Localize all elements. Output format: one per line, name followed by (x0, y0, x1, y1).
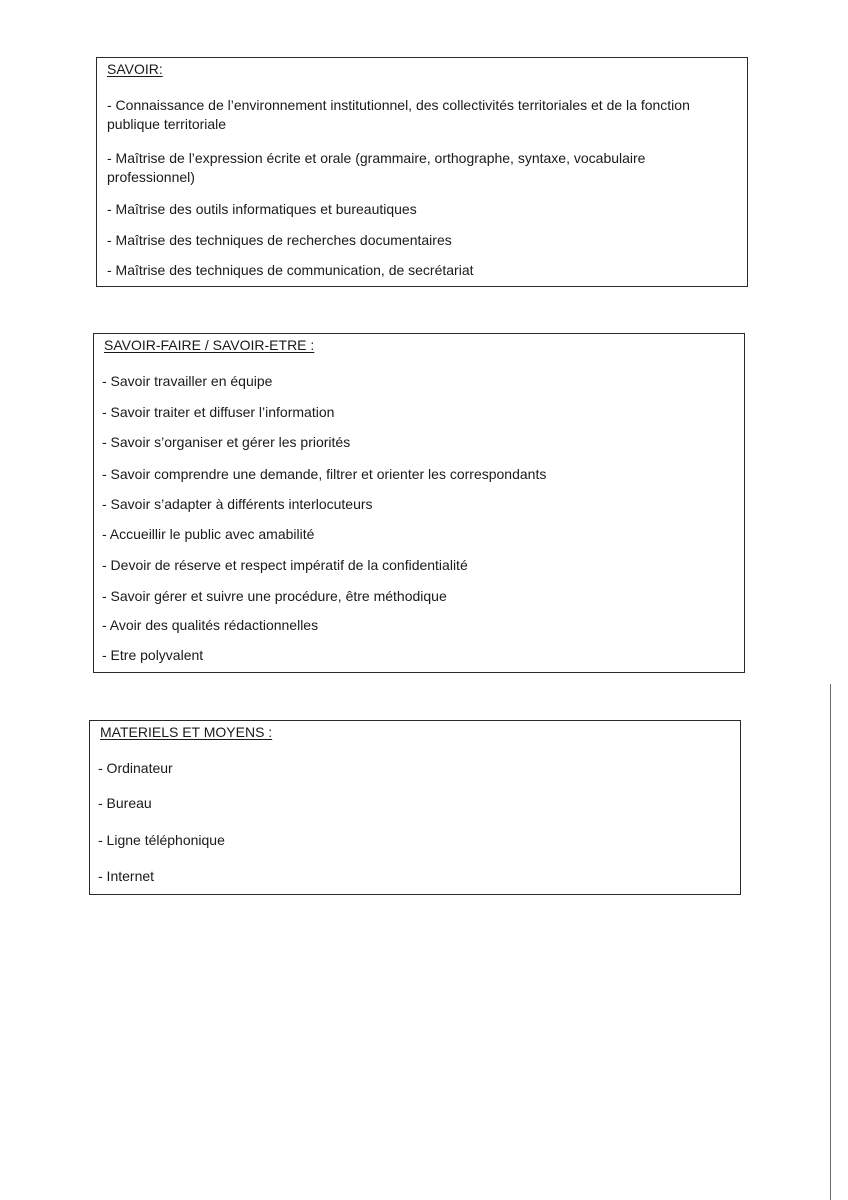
materiels-item: - Ordinateur (98, 760, 173, 776)
savoir-faire-item: - Etre polyvalent (102, 647, 204, 663)
materiels-title: MATERIELS ET MOYENS : (100, 724, 273, 740)
savoir-faire-item: - Accueillir le public avec amabilité (102, 526, 315, 542)
savoir-faire-section (93, 333, 745, 673)
savoir-item: - Maîtrise de l’expression écrite et orale (grammaire, orthographe, syntaxe, vocabulaire professionnel) (107, 150, 646, 185)
savoir-item: - Maîtrise des techniques de recherches documentaires (107, 232, 452, 248)
materiels-item: - Ligne téléphonique (98, 832, 225, 848)
scan-edge-line (830, 684, 831, 1200)
savoir-item: - Maîtrise des outils informatiques et bureautiques (107, 201, 417, 217)
savoir-section (96, 57, 748, 287)
materiels-item: - Bureau (98, 795, 152, 811)
savoir-faire-item: - Savoir travailler en équipe (102, 373, 273, 389)
savoir-faire-item: - Savoir s’adapter à différents interlocuteurs (102, 496, 373, 512)
savoir-faire-item: - Savoir traiter et diffuser l’information (102, 404, 335, 420)
savoir-faire-item: - Avoir des qualités rédactionnelles (102, 617, 319, 633)
savoir-item: - Maîtrise des techniques de communication, de secrétariat (107, 262, 474, 278)
savoir-faire-item: - Devoir de réserve et respect impératif de la confidentialité (102, 557, 468, 573)
savoir-faire-item: - Savoir comprendre une demande, filtrer et orienter les correspondants (102, 466, 547, 482)
materiels-item: - Internet (98, 868, 155, 884)
savoir-title: SAVOIR: (107, 61, 163, 77)
savoir-faire-title: SAVOIR-FAIRE / SAVOIR-ETRE : (104, 337, 315, 353)
savoir-item: - Connaissance de l’environnement institutionnel, des collectivités territoriales et de la fonction publique territoriale (107, 97, 690, 132)
savoir-faire-item: - Savoir gérer et suivre une procédure, être méthodique (102, 588, 447, 604)
savoir-faire-item: - Savoir s’organiser et gérer les priorités (102, 434, 351, 450)
materiels-section (89, 720, 741, 895)
